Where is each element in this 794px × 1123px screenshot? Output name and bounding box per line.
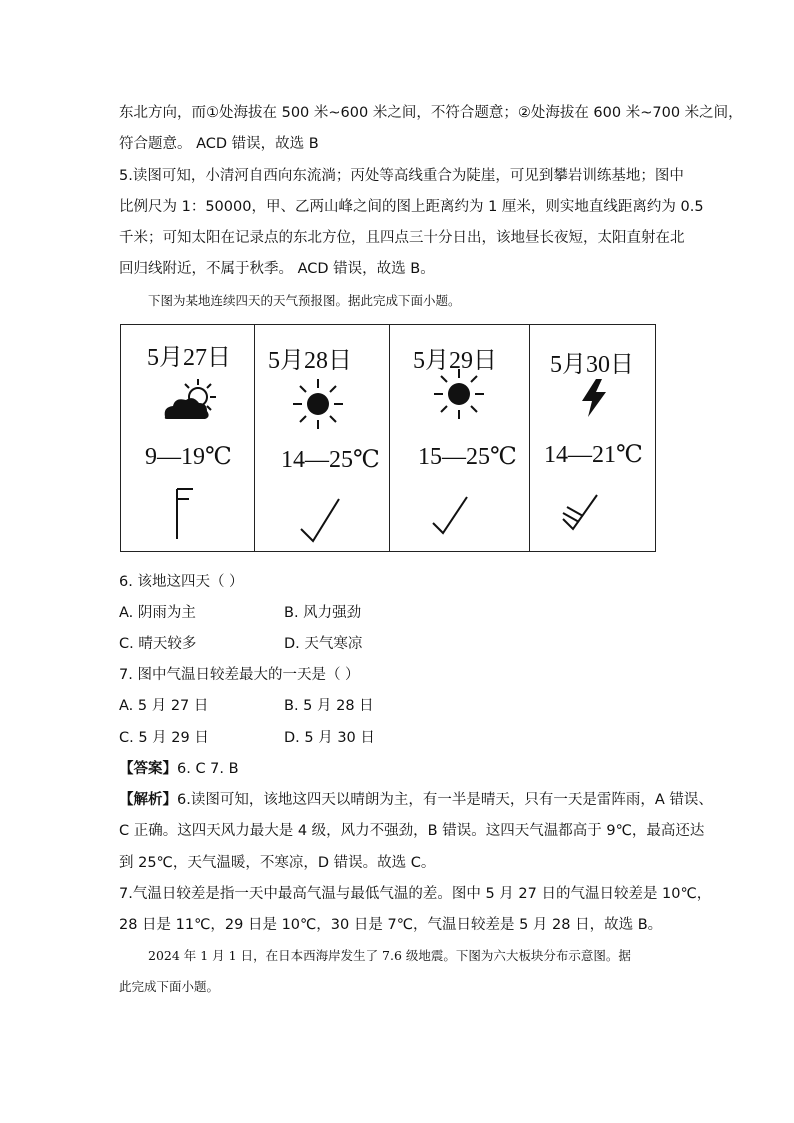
paragraph-line: 千米；可知太阳在记录点的东北方位，且四点三十分日出，该地昼长夜短，太阳直射在北 xyxy=(119,230,685,246)
wind-barb-icon xyxy=(431,493,471,539)
option-b: B. 5 月 28 日 xyxy=(284,698,374,714)
analysis-line xyxy=(119,790,713,810)
option-a: A. 阴雨为主 xyxy=(119,605,196,621)
forecast-temp: 14—21℃ xyxy=(544,442,643,468)
analysis-label: 【解析】 xyxy=(119,792,177,808)
paragraph-line: C 正确。这四天风力最大是 4 级，风力不强劲，B 错误。这四天气温都高于 9℃，最高还达 xyxy=(119,823,705,839)
paragraph-line: 回归线附近，不属于秋季。 ACD 错误，故选 B。 xyxy=(119,261,435,277)
sun-behind-cloud-icon xyxy=(161,375,223,423)
divider xyxy=(254,325,255,551)
paragraph-line: 7.气温日较差是指一天中最高气温与最低气温的差。图中 5 月 27 日的气温日较差是 10℃， xyxy=(119,886,712,902)
wind-barb-icon xyxy=(299,495,343,547)
answer-text: 6. C 7. B xyxy=(177,761,239,777)
paragraph-line: 到 25℃，天气温暖，不寒凉，D 错误。故选 C。 xyxy=(119,855,436,871)
wind-barb-icon xyxy=(171,485,201,543)
paragraph-line: 5.读图可知，小清河自西向东流淌；丙处等高线重合为陡崖，可见到攀岩训练基地；图中 xyxy=(119,168,684,184)
paragraph-line: 符合题意。 ACD 错误，故选 B xyxy=(119,136,319,152)
wind-barb-icon xyxy=(559,491,601,535)
forecast-temp: 15—25℃ xyxy=(418,444,517,470)
forecast-date: 5月30日 xyxy=(550,352,634,378)
forecast-date: 5月27日 xyxy=(147,345,231,371)
weather-forecast-figure xyxy=(120,324,656,552)
question-intro: 此完成下面小题。 xyxy=(119,979,220,994)
divider xyxy=(389,325,390,551)
option-c: C. 晴天较多 xyxy=(119,636,197,652)
sun-icon xyxy=(432,367,486,421)
paragraph-line: 28 日是 11℃，29 日是 10℃，30 日是 7℃，气温日较差是 5 月 28 日，故选 B。 xyxy=(119,917,663,933)
option-d: D. 天气寒凉 xyxy=(284,636,363,652)
option-a: A. 5 月 27 日 xyxy=(119,698,209,714)
forecast-temp: 9—19℃ xyxy=(145,444,232,470)
answer-label: 【答案】 xyxy=(119,761,177,777)
option-b: B. 风力强劲 xyxy=(284,605,362,621)
question-intro: 下图为某地连续四天的天气预报图。据此完成下面小题。 xyxy=(148,293,461,308)
question-stem: 7. 图中气温日较差最大的一天是（ ） xyxy=(119,667,360,683)
paragraph-line: 比例尺为 1：50000，甲、乙两山峰之间的图上距离约为 1 厘米，则实地直线距离约为 0.5 xyxy=(119,199,704,215)
sun-icon xyxy=(291,377,345,431)
lightning-icon xyxy=(579,377,609,419)
question-intro: 2024 年 1 月 1 日，在日本西海岸发生了 7.6 级地震。下图为六大板块分布示意图。据 xyxy=(148,948,631,963)
option-c: C. 5 月 29 日 xyxy=(119,730,209,746)
answer-line xyxy=(119,759,239,779)
forecast-date: 5月29日 xyxy=(413,348,497,374)
option-d: D. 5 月 30 日 xyxy=(284,730,375,746)
forecast-temp: 14—25℃ xyxy=(281,447,380,473)
question-stem: 6. 该地这四天（ ） xyxy=(119,574,244,590)
forecast-date: 5月28日 xyxy=(268,348,352,374)
divider xyxy=(529,325,530,551)
analysis-text: 6.读图可知，该地这四天以晴朗为主，有一半是晴天，只有一天是雷阵雨，A 错误、 xyxy=(177,792,713,808)
paragraph-line: 东北方向，而①处海拔在 500 米~600 米之间，不符合题意；②处海拔在 600 米~700 米之间， xyxy=(119,105,743,121)
